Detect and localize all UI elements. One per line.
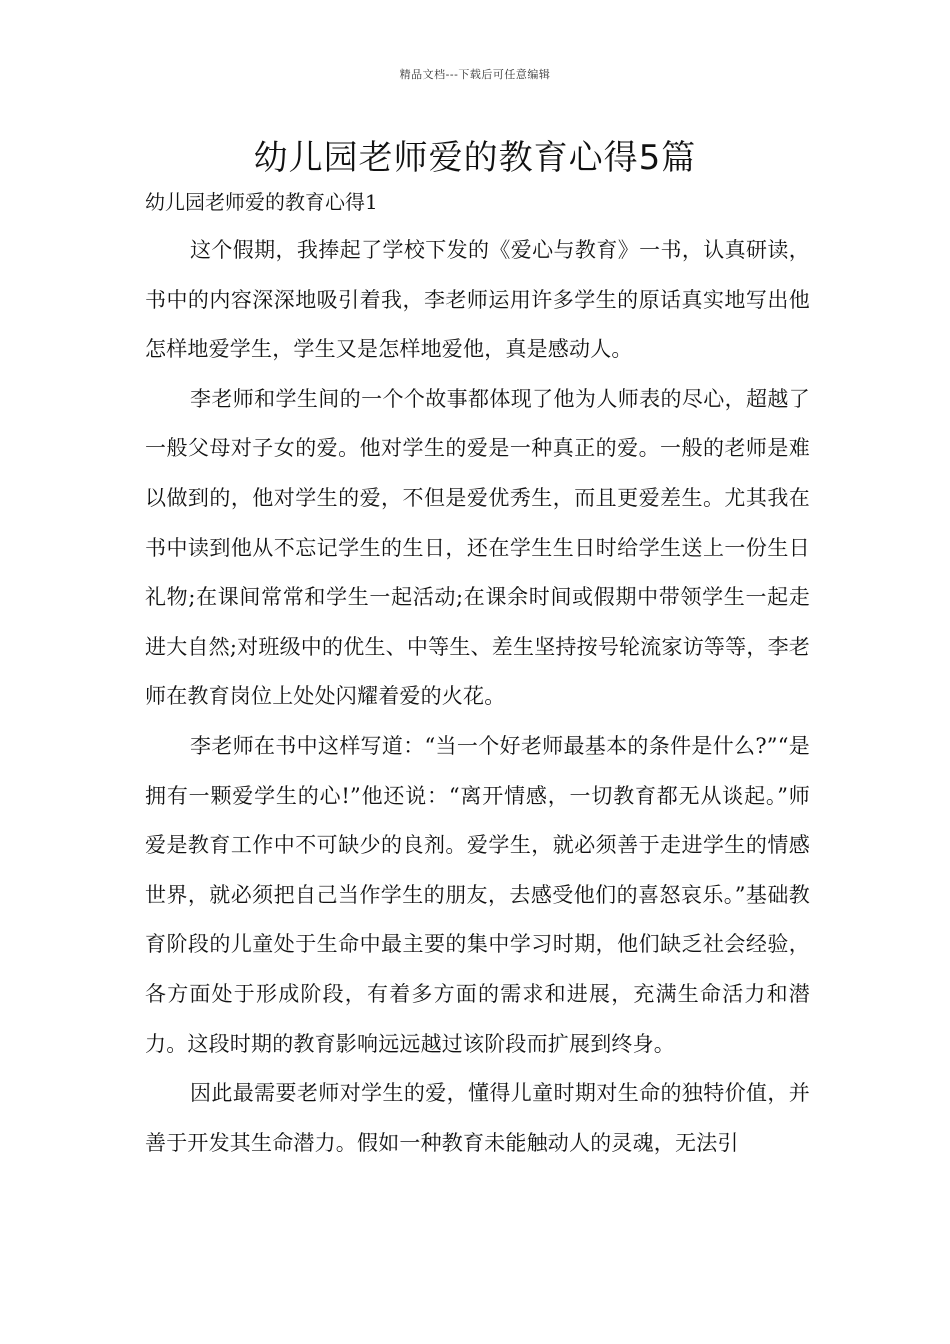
section-heading: 幼儿园老师爱的教育心得1	[145, 190, 378, 214]
paragraph: 李老师和学生间的一个个故事都体现了他为人师表的尽心，超越了一般父母对子女的爱。他对学生的爱是一种真正的爱。一般的老师是难以做到的，他对学生的爱，不但是爱优秀生，而且更爱差生。尤其我在书中读到他从不忘记学生的生日，还在学生生日时给学生送上一份生日礼物;在课间常常和学生一起活动;在课余时间或假期中带领学生一起走进大自然;对班级中的优生、中等生、差生坚持按号轮流家访等等，李老师在教育岗位上处处闪耀着爱的火花。	[145, 386, 810, 709]
header-note: 精品文档---下载后可任意编辑	[399, 68, 551, 81]
body-text	[145, 226, 810, 1168]
paragraph: 这个假期，我捧起了学校下发的《爱心与教育》一书，认真研读，书中的内容深深地吸引着我，李老师运用许多学生的原话真实地写出他怎样地爱学生，学生又是怎样地爱他，真是感动人。	[145, 238, 810, 362]
document-title: 幼儿园老师爱的教育心得5篇	[253, 138, 697, 178]
paragraph: 李老师在书中这样写道：“当一个好老师最基本的条件是什么?”“是拥有一颗爱学生的心!”他还说：“离开情感，一切教育都无从谈起。”师爱是教育工作中不可缺少的良剂。爱学生，就必须善于走进学生的情感世界，就必须把自己当作学生的朋友，去感受他们的喜怒哀乐。”基础教育阶段的儿童处于生命中最主要的集中学习时期，他们缺乏社会经验，各方面处于形成阶段，有着多方面的需求和进展，充满生命活力和潜力。这段时期的教育影响远远越过该阶段而扩展到终身。	[145, 733, 810, 1056]
paragraph: 因此最需要老师对学生的爱，懂得儿童时期对生命的独特价值，并善于开发其生命潜力。假如一种教育未能触动人的灵魂，无法引	[145, 1081, 810, 1155]
